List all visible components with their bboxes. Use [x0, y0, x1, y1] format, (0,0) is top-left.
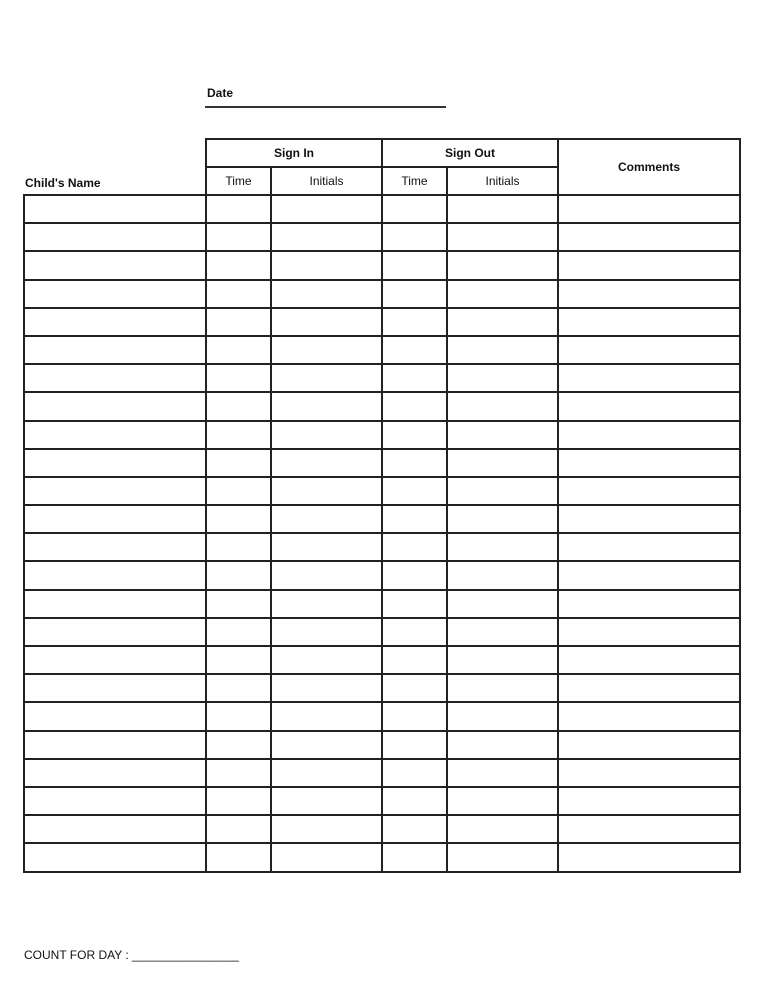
sign-out-initials-cell[interactable] — [447, 336, 558, 364]
sign-in-initials-cell[interactable] — [271, 251, 382, 279]
childs-name-cell[interactable] — [24, 815, 206, 843]
sign-out-time-header: Time — [382, 167, 447, 195]
sign-in-initials-cell[interactable] — [271, 364, 382, 392]
table-row — [24, 280, 740, 308]
sign-in-time-cell[interactable] — [206, 674, 271, 702]
count-for-day[interactable]: COUNT FOR DAY : ________________ — [24, 948, 239, 962]
sign-in-initials-cell[interactable] — [271, 674, 382, 702]
comments-cell[interactable] — [558, 674, 740, 702]
sign-out-initials-cell[interactable] — [447, 533, 558, 561]
sign-out-time-cell[interactable] — [382, 505, 447, 533]
comments-cell[interactable] — [558, 843, 740, 871]
sign-out-initials-cell[interactable] — [447, 364, 558, 392]
sign-in-time-cell[interactable] — [206, 533, 271, 561]
sign-in-initials-header: Initials — [271, 167, 382, 195]
sign-in-initials-cell[interactable] — [271, 787, 382, 815]
comments-cell[interactable] — [558, 505, 740, 533]
table-row — [24, 421, 740, 449]
sign-in-initials-cell[interactable] — [271, 702, 382, 730]
childs-name-cell[interactable] — [24, 251, 206, 279]
sign-in-time-cell[interactable] — [206, 787, 271, 815]
sign-in-time-cell[interactable] — [206, 477, 271, 505]
childs-name-cell[interactable] — [24, 421, 206, 449]
sign-in-initials-cell[interactable] — [271, 223, 382, 251]
sign-out-initials-cell[interactable] — [447, 815, 558, 843]
childs-name-cell[interactable] — [24, 364, 206, 392]
sign-out-initials-cell[interactable] — [447, 392, 558, 420]
sign-out-time-cell[interactable] — [382, 731, 447, 759]
table-row — [24, 336, 740, 364]
comments-cell[interactable] — [558, 787, 740, 815]
sign-out-initials-cell[interactable] — [447, 223, 558, 251]
sign-in-time-cell[interactable] — [206, 336, 271, 364]
table-row — [24, 561, 740, 589]
sign-out-time-cell[interactable] — [382, 843, 447, 871]
comments-cell[interactable] — [558, 815, 740, 843]
sign-in-header: Sign In — [206, 139, 382, 167]
childs-name-cell[interactable] — [24, 533, 206, 561]
sign-out-initials-cell[interactable] — [447, 674, 558, 702]
sign-out-time-cell[interactable] — [382, 336, 447, 364]
sign-in-initials-cell[interactable] — [271, 843, 382, 871]
sign-out-initials-cell[interactable] — [447, 505, 558, 533]
sign-in-time-cell[interactable] — [206, 308, 271, 336]
sign-out-initials-cell[interactable] — [447, 449, 558, 477]
sign-out-time-cell[interactable] — [382, 646, 447, 674]
table-row — [24, 308, 740, 336]
sign-out-time-cell[interactable] — [382, 533, 447, 561]
table-row — [24, 646, 740, 674]
sign-out-time-cell[interactable] — [382, 449, 447, 477]
sign-out-time-cell[interactable] — [382, 392, 447, 420]
sign-out-initials-cell[interactable] — [447, 618, 558, 646]
sign-in-initials-cell[interactable] — [271, 505, 382, 533]
sign-out-initials-cell[interactable] — [447, 280, 558, 308]
childs-name-cell[interactable] — [24, 759, 206, 787]
sign-out-time-cell[interactable] — [382, 308, 447, 336]
sign-out-initials-cell[interactable] — [447, 195, 558, 223]
table-row — [24, 702, 740, 730]
comments-cell[interactable] — [558, 702, 740, 730]
table-row — [24, 590, 740, 618]
table-row — [24, 364, 740, 392]
comments-cell[interactable] — [558, 421, 740, 449]
table-row — [24, 533, 740, 561]
sign-out-initials-cell[interactable] — [447, 421, 558, 449]
table-row — [24, 449, 740, 477]
sign-in-time-header: Time — [206, 167, 271, 195]
sign-out-time-cell[interactable] — [382, 421, 447, 449]
comments-header: Comments — [558, 139, 740, 195]
table-body — [24, 195, 740, 872]
childs-name-cell[interactable] — [24, 843, 206, 871]
comments-cell[interactable] — [558, 477, 740, 505]
sign-in-time-cell[interactable] — [206, 561, 271, 589]
sign-in-initials-cell[interactable] — [271, 477, 382, 505]
table-row — [24, 731, 740, 759]
date-label: Date — [207, 86, 234, 100]
sign-in-time-cell[interactable] — [206, 646, 271, 674]
comments-cell[interactable] — [558, 251, 740, 279]
sign-in-initials-cell[interactable] — [271, 195, 382, 223]
childs-name-cell[interactable] — [24, 195, 206, 223]
sign-in-initials-cell[interactable] — [271, 449, 382, 477]
sign-out-time-cell[interactable] — [382, 759, 447, 787]
comments-cell[interactable] — [558, 308, 740, 336]
sign-in-initials-cell[interactable] — [271, 392, 382, 420]
sign-out-time-cell[interactable] — [382, 702, 447, 730]
sign-in-time-cell[interactable] — [206, 815, 271, 843]
sign-out-initials-cell[interactable] — [447, 251, 558, 279]
sign-out-initials-cell[interactable] — [447, 561, 558, 589]
childs-name-cell[interactable] — [24, 280, 206, 308]
sign-in-time-cell[interactable] — [206, 843, 271, 871]
sign-out-time-cell[interactable] — [382, 251, 447, 279]
comments-cell[interactable] — [558, 280, 740, 308]
childs-name-cell[interactable] — [24, 449, 206, 477]
comments-cell[interactable] — [558, 590, 740, 618]
sign-in-initials-cell[interactable] — [271, 336, 382, 364]
sign-in-time-cell[interactable] — [206, 759, 271, 787]
table-row — [24, 759, 740, 787]
comments-cell[interactable] — [558, 392, 740, 420]
sign-in-initials-cell[interactable] — [271, 759, 382, 787]
sign-in-time-cell[interactable] — [206, 251, 271, 279]
table-row — [24, 392, 740, 420]
childs-name-cell[interactable] — [24, 561, 206, 589]
table-row — [24, 674, 740, 702]
childs-name-cell[interactable] — [24, 505, 206, 533]
childs-name-cell[interactable] — [24, 787, 206, 815]
sign-in-initials-cell[interactable] — [271, 731, 382, 759]
sign-in-time-cell[interactable] — [206, 421, 271, 449]
sign-out-initials-cell[interactable] — [447, 590, 558, 618]
sign-out-initials-cell[interactable] — [447, 702, 558, 730]
comments-cell[interactable] — [558, 449, 740, 477]
sign-out-time-cell[interactable] — [382, 787, 447, 815]
sign-out-initials-cell[interactable] — [447, 731, 558, 759]
sign-in-initials-cell[interactable] — [271, 618, 382, 646]
table-row — [24, 223, 740, 251]
sign-in-time-cell[interactable] — [206, 590, 271, 618]
sign-out-time-cell[interactable] — [382, 364, 447, 392]
sign-in-time-cell[interactable] — [206, 392, 271, 420]
childs-name-cell[interactable] — [24, 336, 206, 364]
childs-name-cell[interactable] — [24, 308, 206, 336]
childs-name-cell[interactable] — [24, 618, 206, 646]
sign-out-time-cell[interactable] — [382, 477, 447, 505]
date-input-line[interactable] — [205, 106, 446, 108]
sign-in-time-cell[interactable] — [206, 223, 271, 251]
comments-cell[interactable] — [558, 731, 740, 759]
comments-cell[interactable] — [558, 533, 740, 561]
sign-out-time-cell[interactable] — [382, 815, 447, 843]
sign-out-initials-cell[interactable] — [447, 759, 558, 787]
sign-in-initials-cell[interactable] — [271, 533, 382, 561]
table-row — [24, 251, 740, 279]
sign-in-time-cell[interactable] — [206, 364, 271, 392]
comments-cell[interactable] — [558, 223, 740, 251]
table-row — [24, 505, 740, 533]
table-row — [24, 477, 740, 505]
sign-in-initials-cell[interactable] — [271, 280, 382, 308]
comments-cell[interactable] — [558, 195, 740, 223]
table-row — [24, 195, 740, 223]
sign-in-initials-cell[interactable] — [271, 646, 382, 674]
sign-out-time-cell[interactable] — [382, 674, 447, 702]
sign-out-time-cell[interactable] — [382, 561, 447, 589]
table-row — [24, 787, 740, 815]
childs-name-cell[interactable] — [24, 590, 206, 618]
sign-in-time-cell[interactable] — [206, 618, 271, 646]
sign-in-out-table — [23, 138, 741, 873]
sign-out-initials-header: Initials — [447, 167, 558, 195]
sign-out-initials-cell[interactable] — [447, 477, 558, 505]
table-row — [24, 843, 740, 871]
comments-cell[interactable] — [558, 759, 740, 787]
sign-in-time-cell[interactable] — [206, 280, 271, 308]
childs-name-cell[interactable] — [24, 477, 206, 505]
comments-cell[interactable] — [558, 364, 740, 392]
sign-in-initials-cell[interactable] — [271, 815, 382, 843]
sign-in-time-cell[interactable] — [206, 505, 271, 533]
childs-name-cell[interactable] — [24, 731, 206, 759]
comments-cell[interactable] — [558, 561, 740, 589]
sign-out-time-cell[interactable] — [382, 195, 447, 223]
sign-in-initials-cell[interactable] — [271, 561, 382, 589]
sign-out-time-cell[interactable] — [382, 590, 447, 618]
sign-out-initials-cell[interactable] — [447, 308, 558, 336]
table-row — [24, 618, 740, 646]
sign-out-header: Sign Out — [382, 139, 558, 167]
sign-in-initials-cell[interactable] — [271, 308, 382, 336]
name-header-cell — [24, 139, 206, 195]
childs-name-cell[interactable] — [24, 674, 206, 702]
childs-name-cell[interactable] — [24, 223, 206, 251]
table-row — [24, 815, 740, 843]
sign-out-initials-cell[interactable] — [447, 646, 558, 674]
sign-out-time-cell[interactable] — [382, 280, 447, 308]
sign-out-time-cell[interactable] — [382, 223, 447, 251]
childs-name-cell[interactable] — [24, 646, 206, 674]
sign-out-time-cell[interactable] — [382, 618, 447, 646]
comments-cell[interactable] — [558, 646, 740, 674]
sign-in-time-cell[interactable] — [206, 449, 271, 477]
comments-cell[interactable] — [558, 336, 740, 364]
sign-out-initials-cell[interactable] — [447, 843, 558, 871]
childs-name-header: Child's Name — [25, 176, 101, 190]
sign-in-time-cell[interactable] — [206, 702, 271, 730]
comments-cell[interactable] — [558, 618, 740, 646]
sign-out-initials-cell[interactable] — [447, 787, 558, 815]
childs-name-cell[interactable] — [24, 702, 206, 730]
sign-in-initials-cell[interactable] — [271, 421, 382, 449]
sign-in-time-cell[interactable] — [206, 195, 271, 223]
sign-in-time-cell[interactable] — [206, 731, 271, 759]
sign-in-initials-cell[interactable] — [271, 590, 382, 618]
childs-name-cell[interactable] — [24, 392, 206, 420]
